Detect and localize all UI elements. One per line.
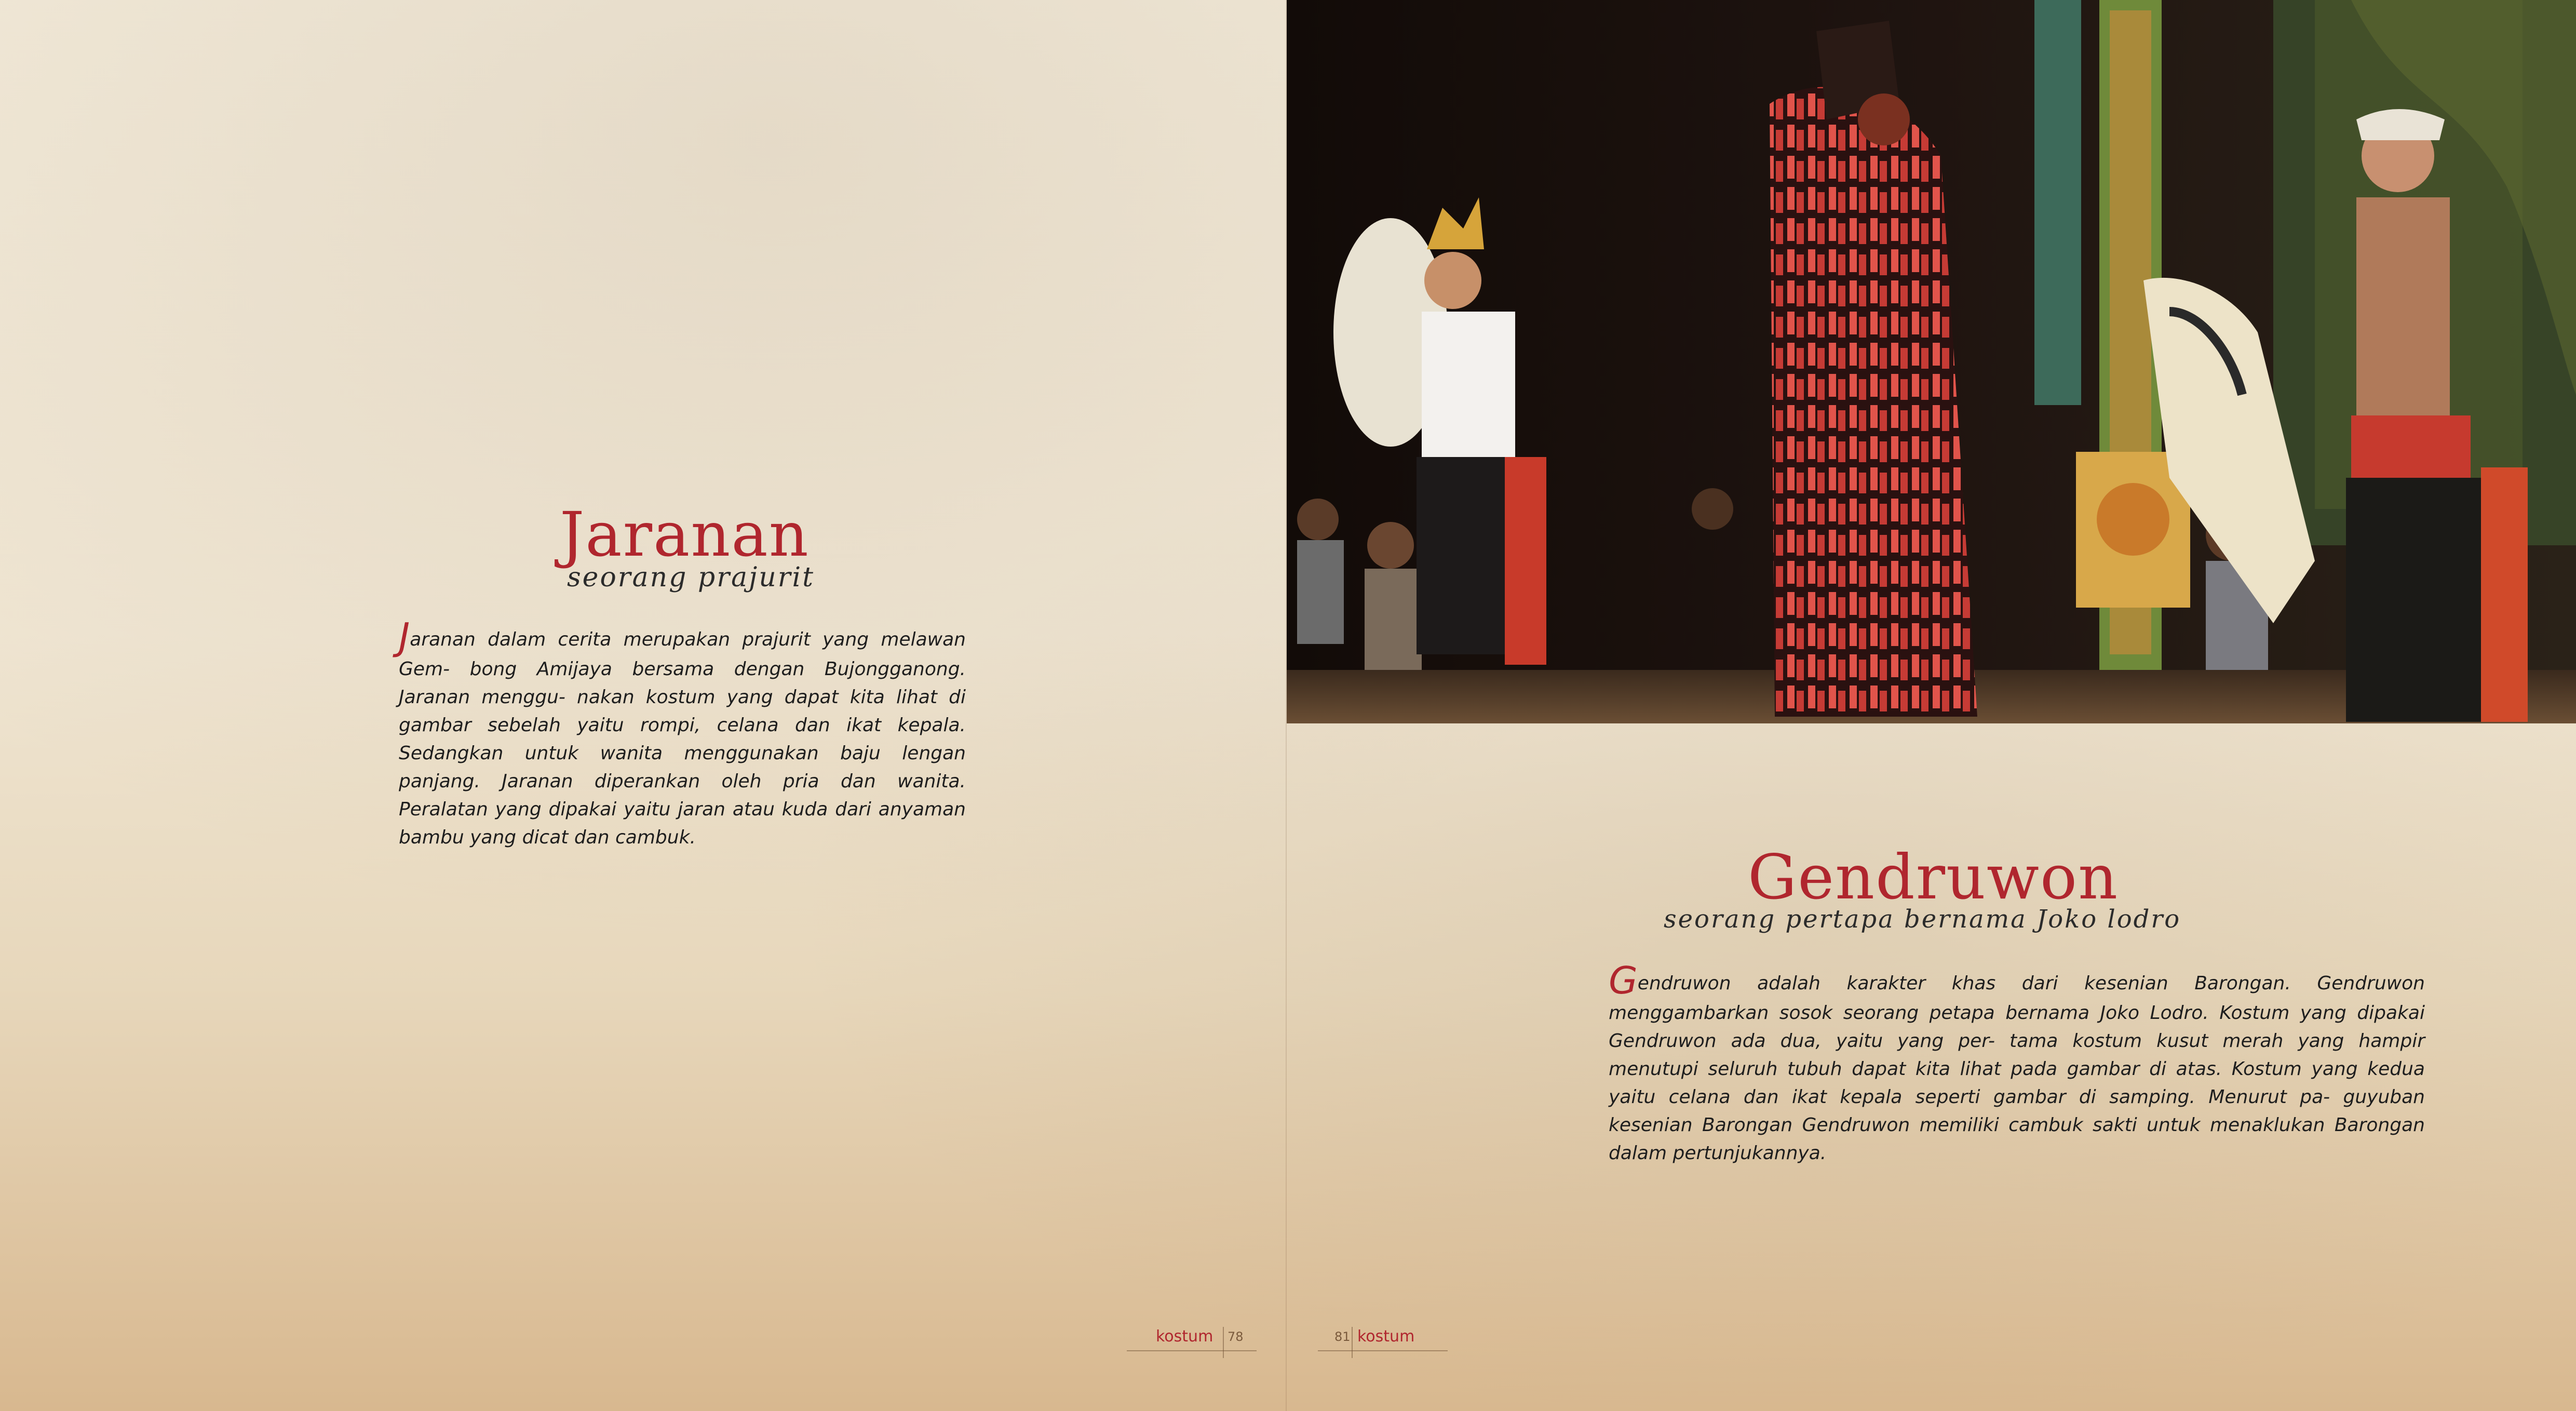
gendruwon-body-text: endruwon adalah karakter khas dari kesenian Barongan. Gendruwon menggambarkan sosok seorang petapa bernama Joko Lodro. Kostum yang dipakai Gendruwon ada dua, yaitu yang per- tama kostum kusut merah yang hampir menutupi seluruh tubuh dapat kita lihat pada gambar di atas. Kostum yang kedua yaitu celana dan ikat kepala seperti gambar di samping. Menurut pa- guyuban kesenian Barongan Gendruwon memiliki cambuk sakti untuk menaklukan Barongan dalam pertunjukannya.: [1609, 973, 2425, 1164]
right-page-number: 81: [1334, 1329, 1351, 1344]
right-page: [1287, 0, 2576, 1411]
left-footer-divider: [1223, 1327, 1224, 1358]
left-footer-rule: [1127, 1350, 1257, 1351]
gendruwon-title: Gendruwon: [1748, 841, 2119, 913]
left-footer-label: kostum: [1156, 1327, 1213, 1346]
gendruwon-subtitle: seorang pertapa bernama Joko lodro: [1664, 905, 2181, 934]
jaranan-dropcap: J: [399, 615, 410, 659]
jaranan-body-text: aranan dalam cerita merupakan prajurit yang melawan Gem- bong Amijaya bersama dengan Bujongganong. Jaranan menggu- nakan kostum yang dapat kita lihat di gambar sebelah yaitu rompi, celana dan ikat kepala. Sedangkan untuk wanita menggunakan baju lengan panjang. Jaranan diperankan oleh pria dan wanita. Peralatan yang dipakai yaitu jaran atau kuda dari anyaman bambu yang dicat dan cambuk.: [399, 629, 966, 848]
right-footer-divider: [1352, 1327, 1353, 1358]
left-page-number: 78: [1228, 1329, 1244, 1344]
gendruwon-body: [1609, 959, 2425, 1167]
left-page: [0, 0, 1286, 1411]
gendruwon-dropcap: G: [1609, 959, 1638, 1002]
right-footer-rule: [1318, 1350, 1448, 1351]
right-footer-label: kostum: [1357, 1327, 1415, 1346]
jaranan-subtitle: seorang prajurit: [567, 562, 815, 593]
jaranan-title: Jaranan: [560, 499, 810, 570]
jaranan-body: [399, 615, 966, 852]
